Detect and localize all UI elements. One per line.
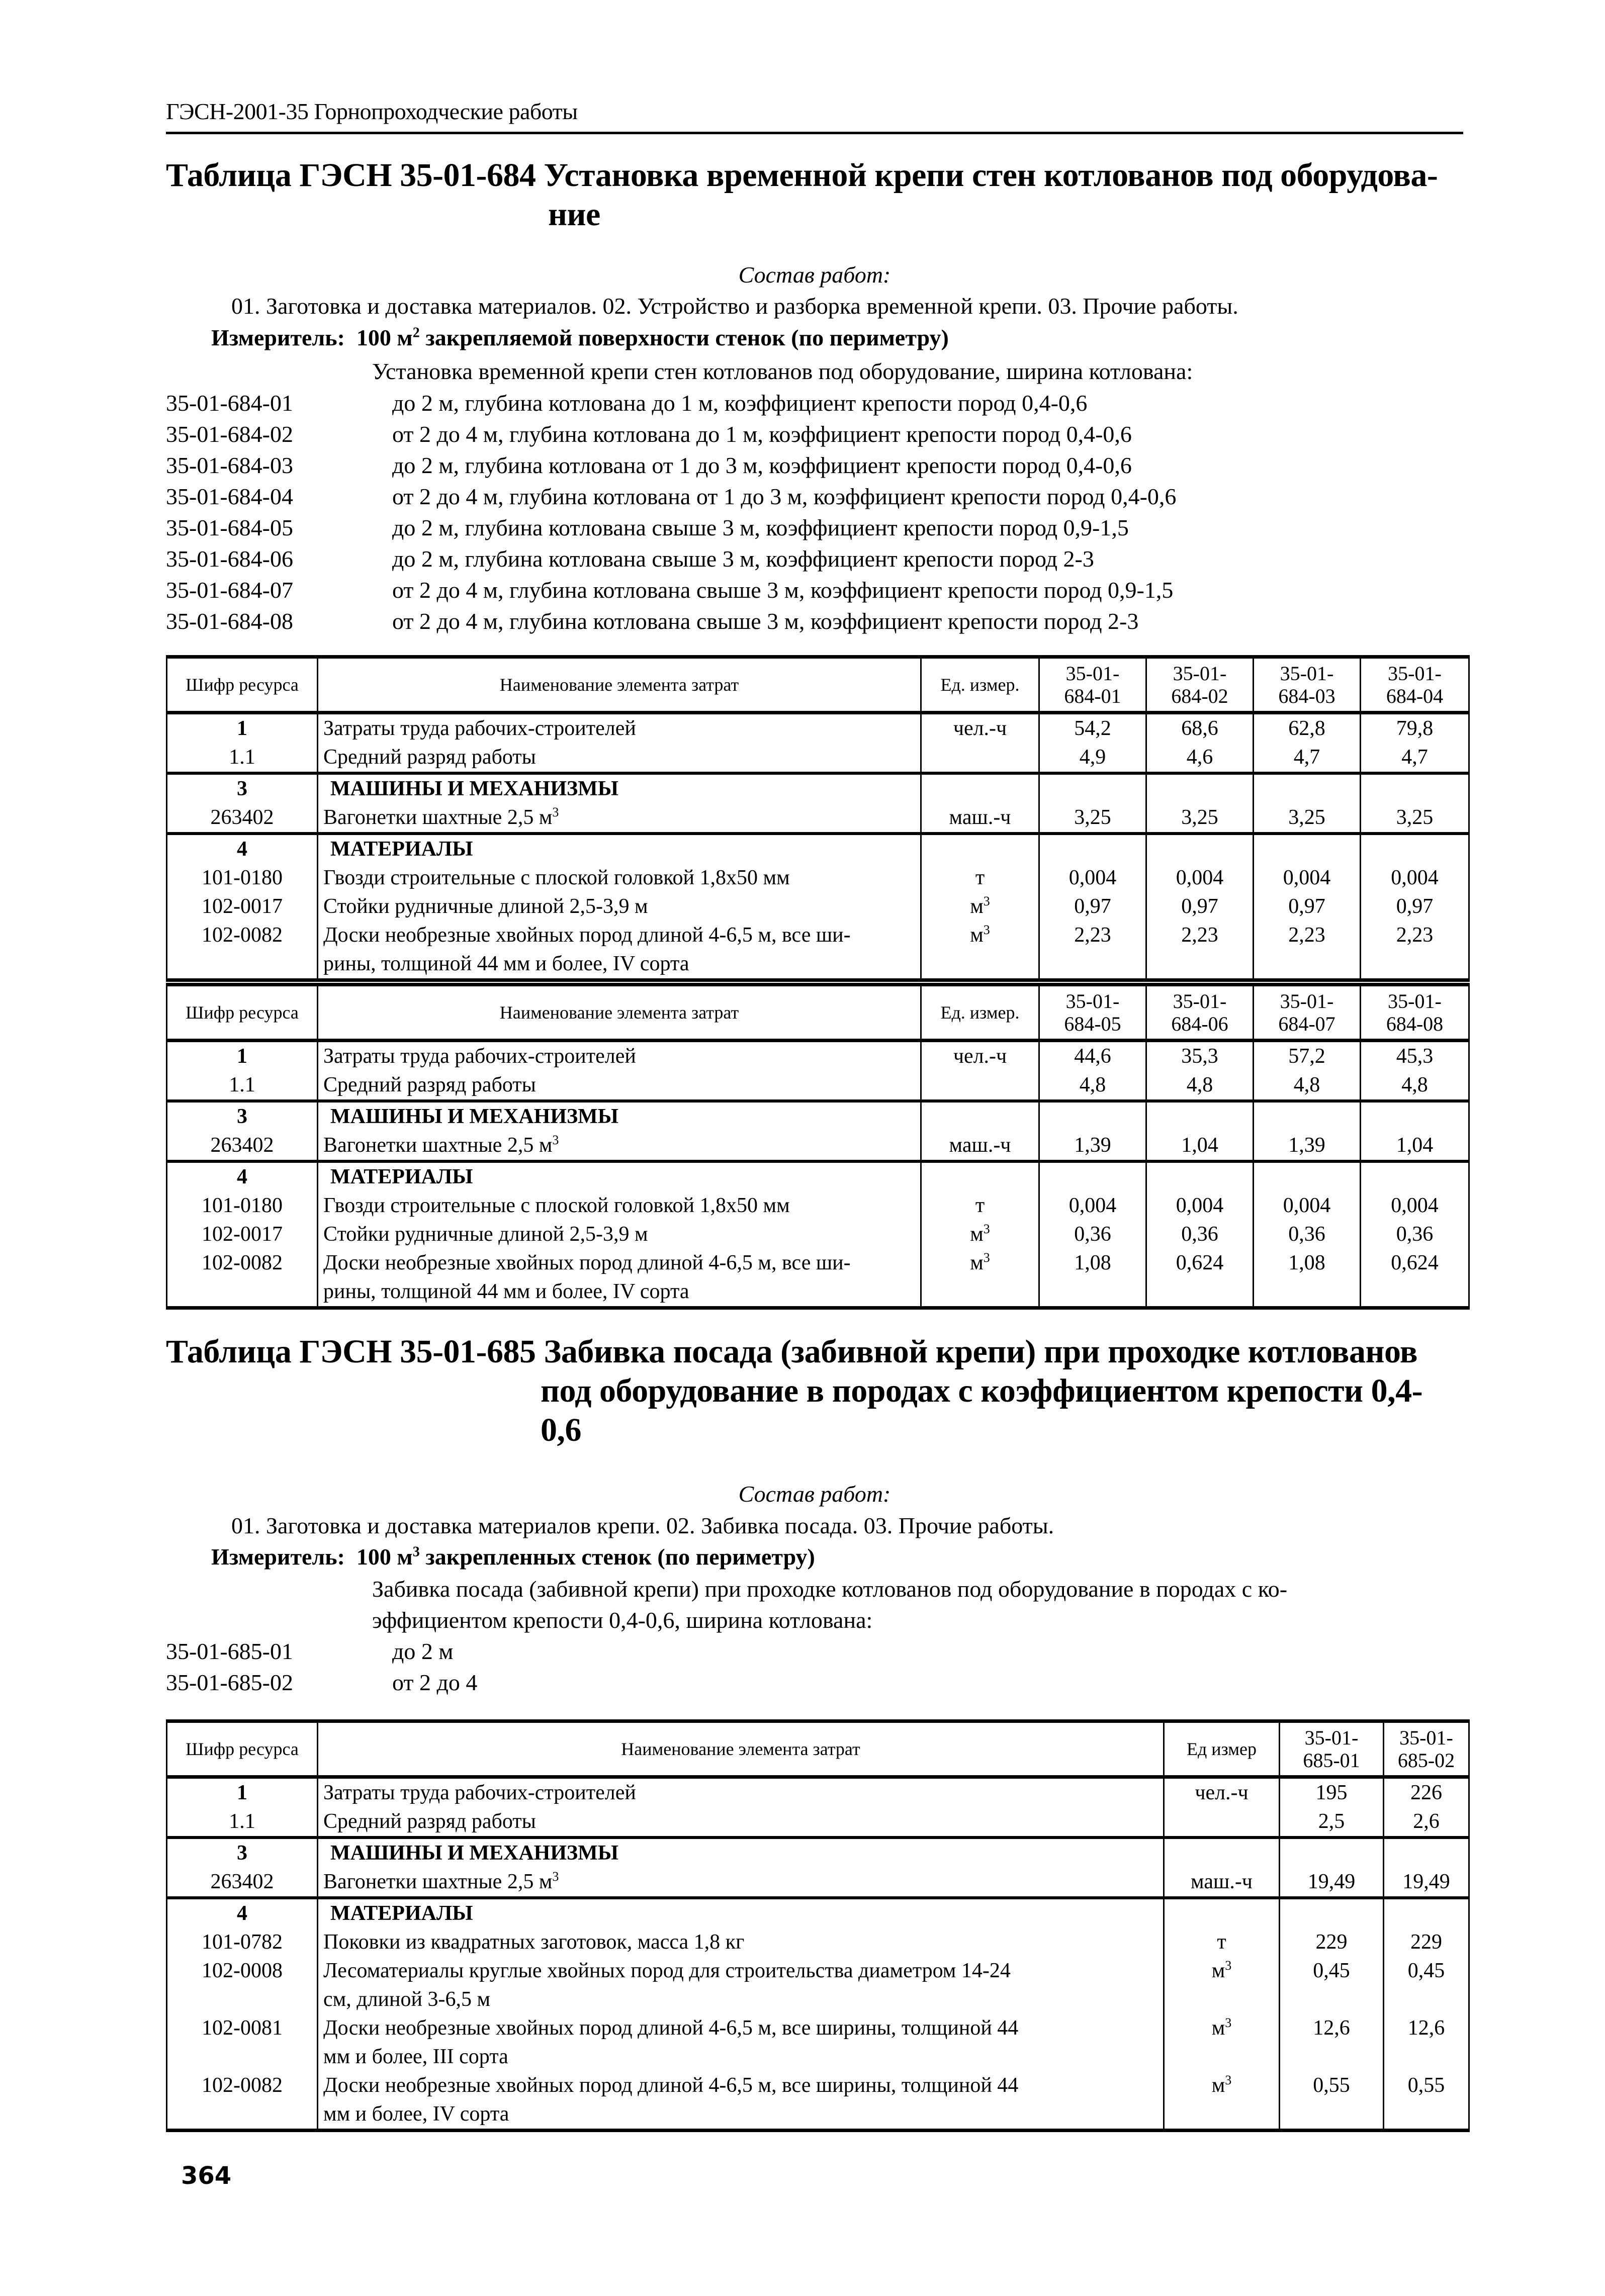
table-row-machines: 3 263402 МАШИНЫ И МЕХАНИЗМЫ Вагонетки шахтные 2,5 $м^3$ маш.-ч 19,49 19,49: [167, 1838, 1469, 1898]
unit: м: [970, 895, 984, 918]
section-header: МАТЕРИАЛЫ: [330, 838, 473, 861]
code-list-item: [166, 387, 1176, 418]
resource-code: 102-0017: [202, 1223, 283, 1246]
measure-label: Измеритель:: [211, 1544, 345, 1570]
table-685-intro: [372, 1574, 1463, 1636]
value: 1,39: [1288, 1134, 1325, 1157]
norm-code: 35-01-685-01: [166, 1638, 293, 1664]
value: 3,25: [1288, 806, 1325, 829]
value: 35,3: [1181, 1045, 1218, 1068]
value: 2,23: [1074, 924, 1111, 947]
value: 68,6: [1181, 717, 1218, 740]
code-list-item: [166, 543, 1176, 574]
section-header: МАШИНЫ И МЕХАНИЗМЫ: [330, 1842, 619, 1865]
norm-code: 35-01-684-04: [166, 483, 293, 509]
code-list-item: [166, 418, 1176, 449]
value: 0,97: [1396, 895, 1434, 918]
col-header-unit: Ед. измер.: [921, 657, 1039, 713]
norm-desc: до 2 м, глубина котлована свыше 3 м, коэффициент крепости пород 2-3: [392, 545, 1094, 572]
table-row-materials: 4 101-0180 102-0017 102-0082 МАТЕРИАЛЫ Гвозди строительные с плоской головкой 1,8х50 мм Стойки рудничные длиной 2,5-3,9 м Доски необрезные хвойных пород длиной 4-6,5 м, все ши- рины, толщиной 44 мм и более, IV сорта т $м^3$ $м^3$ 0,004 0,97 2,23 0,004 0,97 2,23 0,004 0,97 2,23 0,004 0,97 2,23: [167, 834, 1469, 980]
col-header-code: Шифр ресурса: [167, 657, 318, 713]
measure-rest: закрепляемой поверхности стенок (по периметру): [419, 325, 949, 350]
measure-sup: 2: [412, 325, 420, 341]
table-header-row: [167, 985, 1469, 1041]
resource-code: 102-0081: [202, 2016, 283, 2040]
value: 0,004: [1068, 866, 1117, 889]
unit: м: [970, 1251, 984, 1274]
resource-name: Вагонетки шахтные 2,5 м: [323, 806, 553, 829]
measure-value: 100 м: [356, 1544, 413, 1570]
norm-code: 35-01-684-02: [166, 421, 293, 447]
value: 4,8: [1186, 1073, 1213, 1096]
table-684-title-line1: Таблица ГЭСН 35-01-684 Установка временной крепи стен котлованов под оборудова-: [166, 157, 1438, 194]
table-684-intro: Установка временной крепи стен котлованов под оборудование, ширина котлована:: [372, 358, 1193, 384]
resource-name: Гвозди строительные с плоской головкой 1,8х50 мм: [323, 1194, 790, 1217]
norm-code: 35-01-684-03: [166, 452, 293, 478]
table-row-materials: 4 101-0782 102-0008 102-0081 102-0082 МАТЕРИАЛЫ Поковки из квадратных заготовок, масса 1,8 кг Лесоматериалы круглые хвойных пород для строительства диаметром 14-24 см, длиной 3-6,5 м Доски необрезные хвойных пород длиной 4-6,5 м, все ширины, толщиной 44 мм и более, III сорта Доски необрезные хвойных пород длиной 4-6,5 м, все ширины, толщиной 44 мм и более, IV сорта т $м^3$ $м^3$ $м^3$ 229 0,45 12,6 0,55 229 0,45 12,6 0,55: [167, 1898, 1469, 2131]
table-684-composition-label: Состав работ:: [738, 262, 891, 288]
col-header-norm: 35-01- 685-01: [1280, 1721, 1384, 1777]
value: 2,23: [1181, 924, 1218, 947]
value: 229: [1410, 1931, 1442, 1954]
resource-name: Средний разряд работы: [323, 1073, 536, 1096]
resource-name-cont: рины, толщиной 44 мм и более, IV сорта: [323, 952, 689, 975]
value: 0,004: [1283, 866, 1331, 889]
unit: м: [1211, 2074, 1225, 2097]
value: 0,624: [1176, 1251, 1224, 1274]
table-684-composition-text: 01. Заготовка и доставка материалов. 02. Устройство и разборка временной крепи. 03. Прочие работы.: [231, 293, 1238, 319]
resource-name-cont: рины, толщиной 44 мм и более, IV сорта: [323, 1280, 689, 1303]
resource-name: Вагонетки шахтные 2,5 м: [323, 1134, 553, 1157]
resource-code: 263402: [210, 806, 274, 829]
norm-desc: до 2 м, глубина котлована свыше 3 м, коэффициент крепости пород 0,9-1,5: [392, 514, 1129, 540]
table-684-measure: [211, 324, 949, 351]
value: 19,49: [1307, 1870, 1356, 1893]
value: 0,004: [1391, 1194, 1439, 1217]
norm-code: 35-01-684-01: [166, 390, 293, 416]
col-header-name: Наименование элемента затрат: [318, 1721, 1164, 1777]
col-header-norm: 35-01- 684-02: [1146, 657, 1254, 713]
section-header: МАТЕРИАЛЫ: [330, 1165, 473, 1188]
measure-label: Измеритель:: [211, 325, 345, 350]
resource-code: 1.1: [229, 1073, 255, 1096]
norm-desc: от 2 до 4 м, глубина котлована свыше 3 м, коэффициент крепости пород 2-3: [392, 608, 1139, 634]
value: 1,04: [1396, 1134, 1434, 1157]
unit: чел.-ч: [953, 717, 1007, 740]
resource-code: 1: [237, 1781, 247, 1804]
unit: маш.-ч: [949, 806, 1011, 829]
value: 0,36: [1288, 1223, 1325, 1246]
col-header-unit: Ед. измер.: [921, 985, 1039, 1041]
value: 0,004: [1283, 1194, 1331, 1217]
value: 4,9: [1079, 746, 1106, 769]
resource-name: Стойки рудничные длиной 2,5-3,9 м: [323, 895, 648, 918]
section-header: МАШИНЫ И МЕХАНИЗМЫ: [330, 1105, 619, 1128]
resource-code: 102-0017: [202, 895, 283, 918]
section-header: МАШИНЫ И МЕХАНИЗМЫ: [330, 777, 619, 800]
resource-name: Лесоматериалы круглые хвойных пород для строительства диаметром 14-24: [323, 1959, 1011, 1982]
resource-code: 4: [237, 1165, 247, 1188]
value: 3,25: [1181, 806, 1218, 829]
value: 4,6: [1186, 746, 1213, 769]
resource-name: Средний разряд работы: [323, 746, 536, 769]
value: 12,6: [1313, 2016, 1350, 2040]
measure-value: 100 м: [356, 325, 413, 350]
code-list-item: [166, 449, 1176, 481]
value: 1,08: [1288, 1251, 1325, 1274]
value: 19,49: [1402, 1870, 1450, 1893]
value: 0,36: [1396, 1223, 1434, 1246]
resource-code: 102-0082: [202, 1251, 283, 1274]
value: 2,23: [1288, 924, 1325, 947]
value: 1,39: [1074, 1134, 1111, 1157]
value: 54,2: [1074, 717, 1111, 740]
value: 4,8: [1293, 1073, 1320, 1096]
norm-desc: до 2 м, глубина котлована от 1 до 3 м, коэффициент крепости пород 0,4-0,6: [392, 452, 1132, 478]
unit: м: [1211, 2016, 1225, 2040]
col-header-name: Наименование элемента затрат: [318, 985, 921, 1041]
resource-name: Доски необрезные хвойных пород длиной 4-6,5 м, все ши-: [323, 1251, 851, 1274]
table-685-title-line3: 0,6: [541, 1412, 581, 1448]
value: 2,23: [1396, 924, 1434, 947]
resource-name: Гвозди строительные с плоской головкой 1,8х50 мм: [323, 866, 790, 889]
col-header-norm: 35-01- 684-04: [1361, 657, 1469, 713]
value: 0,45: [1407, 1959, 1445, 1982]
value: 4,7: [1401, 746, 1428, 769]
resource-name: Затраты труда рабочих-строителей: [323, 717, 636, 740]
norm-code: 35-01-684-07: [166, 577, 293, 603]
table-684-part1: [166, 655, 1470, 982]
col-header-norm: 35-01- 684-08: [1361, 985, 1469, 1041]
resource-name: Затраты труда рабочих-строителей: [323, 1781, 636, 1804]
resource-code: 102-0082: [202, 924, 283, 947]
resource-code: 3: [237, 1105, 247, 1128]
table-684-title: [166, 156, 1438, 234]
resource-name-cont: мм и более, IV сорта: [323, 2102, 509, 2126]
code-list-item: [166, 605, 1176, 636]
section-header: МАТЕРИАЛЫ: [330, 1902, 473, 1925]
code-list-item: [166, 512, 1176, 543]
value: 3,25: [1074, 806, 1111, 829]
table-row-materials: 4 101-0180 102-0017 102-0082 МАТЕРИАЛЫ Гвозди строительные с плоской головкой 1,8х50 мм Стойки рудничные длиной 2,5-3,9 м Доски необрезные хвойных пород длиной 4-6,5 м, все ши- рины, толщиной 44 мм и более, IV сорта т $м^3$ $м^3$ 0,004 0,36 1,08 0,004 0,36 0,624 0,004 0,36 1,08 0,004 0,36 0,624: [167, 1161, 1469, 1308]
resource-name: Затраты труда рабочих-строителей: [323, 1045, 636, 1068]
resource-name: Вагонетки шахтные 2,5 м: [323, 1870, 553, 1893]
value: 0,97: [1074, 895, 1111, 918]
col-header-unit: Ед измер: [1164, 1721, 1280, 1777]
table-684-part2: [166, 983, 1470, 1310]
resource-code: 1.1: [229, 746, 255, 769]
table-header-row: [167, 657, 1469, 713]
norm-desc: от 2 до 4 м, глубина котлована до 1 м, коэффициент крепости пород 0,4-0,6: [392, 421, 1132, 447]
value: 0,97: [1288, 895, 1325, 918]
value: 12,6: [1407, 2016, 1445, 2040]
value: 0,624: [1391, 1251, 1439, 1274]
table-row-machines: 3 263402 МАШИНЫ И МЕХАНИЗМЫ Вагонетки шахтные 2,5 $м^3$ маш.-ч 3,25 3,25 3,25 3,25: [167, 773, 1469, 834]
norm-code: 35-01-685-02: [166, 1669, 293, 1695]
resource-code: 4: [237, 1902, 247, 1925]
value: 4,7: [1293, 746, 1320, 769]
norm-code: 35-01-684-06: [166, 545, 293, 572]
running-header: ГЭСН-2001-35 Горнопроходческие работы: [166, 99, 578, 124]
page-number: 364: [181, 2162, 232, 2190]
code-list-item: [166, 1667, 477, 1698]
resource-code: 101-0180: [202, 866, 283, 889]
table-row-labor: [167, 713, 1469, 774]
norm-desc: от 2 до 4 м, глубина котлована от 1 до 3 м, коэффициент крепости пород 0,4-0,6: [392, 483, 1177, 509]
value: 1,08: [1074, 1251, 1111, 1274]
resource-name: Поковки из квадратных заготовок, масса 1,8 кг: [323, 1931, 745, 1954]
code-list-item: [166, 481, 1176, 512]
value: 0,004: [1176, 866, 1224, 889]
value: 57,2: [1288, 1045, 1325, 1068]
unit: т: [975, 866, 985, 889]
resource-code: 1: [237, 717, 247, 740]
table-header-row: [167, 1721, 1469, 1777]
unit: т: [1217, 1931, 1226, 1954]
table-685-measure: [211, 1543, 815, 1570]
col-header-code: Шифр ресурса: [167, 1721, 318, 1777]
unit: м: [970, 924, 984, 947]
unit: маш.-ч: [1191, 1870, 1253, 1893]
table-684-code-list: [166, 387, 1176, 636]
norm-desc: от 2 до 4: [392, 1669, 478, 1695]
norm-code: 35-01-684-05: [166, 514, 293, 540]
value: 2,5: [1318, 1810, 1345, 1833]
table-685-composition-label: Состав работ:: [738, 1481, 891, 1507]
table-row-machines: 3 263402 МАШИНЫ И МЕХАНИЗМЫ Вагонетки шахтные 2,5 $м^3$ маш.-ч 1,39 1,04 1,39 1,04: [167, 1101, 1469, 1161]
value: 79,8: [1396, 717, 1434, 740]
value: 195: [1315, 1781, 1348, 1804]
unit: м: [1211, 1959, 1225, 1982]
value: 1,04: [1181, 1134, 1218, 1157]
resource-name-cont: см, длиной 3-6,5 м: [323, 1988, 491, 2011]
measure-sup: 3: [412, 1544, 420, 1560]
unit: чел.-ч: [953, 1045, 1007, 1068]
resource-name: Средний разряд работы: [323, 1810, 536, 1833]
value: 0,004: [1176, 1194, 1224, 1217]
col-header-norm: 35-01- 684-05: [1039, 985, 1146, 1041]
intro-line: Забивка посада (забивной крепи) при проходке котлованов под оборудование в породах с ко-: [372, 1576, 1288, 1602]
unit: маш.-ч: [949, 1134, 1011, 1157]
norm-desc: до 2 м: [392, 1638, 454, 1664]
resource-name: Доски необрезные хвойных пород длиной 4-6,5 м, все ширины, толщиной 44: [323, 2016, 1019, 2040]
table-685-title: [166, 1332, 1422, 1450]
resource-code: 101-0180: [202, 1194, 283, 1217]
unit: м: [970, 1223, 984, 1246]
code-list-item: [166, 1635, 477, 1667]
col-header-norm: 35-01- 685-02: [1384, 1721, 1469, 1777]
value: 0,36: [1181, 1223, 1218, 1246]
value: 226: [1410, 1781, 1442, 1804]
resource-code: 263402: [210, 1870, 274, 1893]
value: 45,3: [1396, 1045, 1434, 1068]
col-header-norm: 35-01- 684-01: [1039, 657, 1146, 713]
table-685-title-line2: под оборудование в породах с коэффициентом крепости 0,4-: [541, 1372, 1423, 1409]
resource-code: 1.1: [229, 1810, 255, 1833]
table-685: [166, 1719, 1470, 2132]
value: 0,004: [1068, 1194, 1117, 1217]
value: 0,55: [1407, 2074, 1445, 2097]
resource-code: 102-0008: [202, 1959, 283, 1982]
resource-code: 4: [237, 838, 247, 861]
table-684-title-line2: ние: [548, 196, 600, 233]
resource-name: Стойки рудничные длиной 2,5-3,9 м: [323, 1223, 648, 1246]
resource-code: 102-0082: [202, 2074, 283, 2097]
table-685-code-list: [166, 1635, 477, 1698]
resource-name: Доски необрезные хвойных пород длиной 4-6,5 м, все ши-: [323, 924, 851, 947]
table-685-title-line1: Таблица ГЭСН 35-01-685 Забивка посада (забивной крепи) при проходке котлованов: [166, 1333, 1417, 1370]
resource-name: Доски необрезные хвойных пород длиной 4-6,5 м, все ширины, толщиной 44: [323, 2074, 1019, 2097]
value: 0,36: [1074, 1223, 1111, 1246]
value: 62,8: [1288, 717, 1325, 740]
value: 2,6: [1413, 1810, 1440, 1833]
unit: т: [975, 1194, 985, 1217]
value: 0,004: [1391, 866, 1439, 889]
col-header-norm: 35-01- 684-07: [1254, 985, 1361, 1041]
col-header-norm: 35-01- 684-06: [1146, 985, 1254, 1041]
col-header-code: Шифр ресурса: [167, 985, 318, 1041]
table-row-labor: [167, 1041, 1469, 1101]
value: 0,97: [1181, 895, 1218, 918]
value: 4,8: [1401, 1073, 1428, 1096]
norm-code: 35-01-684-08: [166, 608, 293, 634]
resource-code: 1: [237, 1045, 247, 1068]
value: 0,45: [1313, 1959, 1350, 1982]
code-list-item: [166, 574, 1176, 605]
norm-desc: от 2 до 4 м, глубина котлована свыше 3 м, коэффициент крепости пород 0,9-1,5: [392, 577, 1174, 603]
table-685-composition-text: 01. Заготовка и доставка материалов крепи. 02. Забивка посада. 03. Прочие работы.: [231, 1513, 1054, 1538]
value: 4,8: [1079, 1073, 1106, 1096]
header-divider: [166, 132, 1463, 134]
value: 0,55: [1313, 2074, 1350, 2097]
resource-code: 263402: [210, 1134, 274, 1157]
intro-line: эффициентом крепости 0,4-0,6, ширина котлована:: [372, 1607, 873, 1633]
resource-code: 3: [237, 1842, 247, 1865]
col-header-name: Наименование элемента затрат: [318, 657, 921, 713]
value: 229: [1315, 1931, 1348, 1954]
value: 44,6: [1074, 1045, 1111, 1068]
table-row-labor: [167, 1777, 1469, 1838]
norm-desc: до 2 м, глубина котлована до 1 м, коэффициент крепости пород 0,4-0,6: [392, 390, 1088, 416]
resource-name-cont: мм и более, III сорта: [323, 2045, 508, 2068]
value: 3,25: [1396, 806, 1434, 829]
col-header-norm: 35-01- 684-03: [1254, 657, 1361, 713]
resource-code: 101-0782: [202, 1931, 283, 1954]
measure-rest: закрепленных стенок (по периметру): [419, 1544, 815, 1570]
resource-code: 3: [237, 777, 247, 800]
unit: чел.-ч: [1195, 1781, 1249, 1804]
